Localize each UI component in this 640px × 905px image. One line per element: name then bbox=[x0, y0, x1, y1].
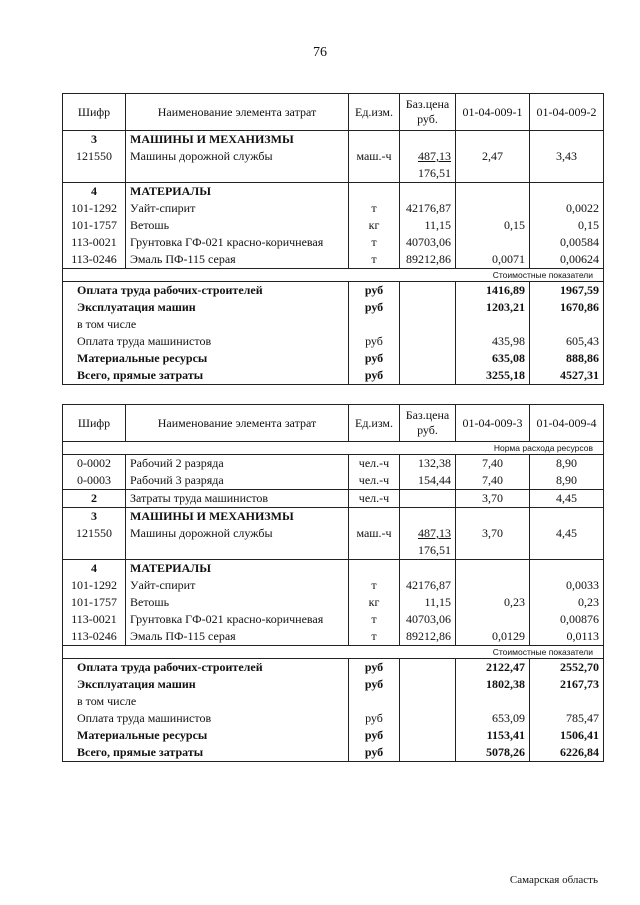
row-value-2: 0,00876 bbox=[530, 611, 604, 628]
row-price: 132,38 bbox=[400, 455, 456, 473]
summary-label: в том числе bbox=[63, 693, 349, 710]
summary-value-2: 1670,86 bbox=[530, 299, 604, 316]
row-price: 487,13 bbox=[400, 148, 456, 165]
header-col5: 01-04-009-3 bbox=[456, 405, 530, 442]
resource-norm-note bbox=[63, 442, 604, 455]
row-name: Рабочий 2 разряда bbox=[126, 455, 349, 473]
row-code: 0-0002 bbox=[63, 455, 126, 473]
header-col5: 01-04-009-1 bbox=[456, 94, 530, 131]
summary-row bbox=[63, 727, 604, 744]
summary-row bbox=[63, 693, 604, 710]
cost-indicators-note bbox=[63, 646, 604, 659]
summary-unit: руб bbox=[349, 659, 400, 677]
summary-row bbox=[63, 350, 604, 367]
row-name: Ветошь bbox=[126, 594, 349, 611]
row-value-1: 7,40 bbox=[456, 455, 530, 473]
summary-value-1: 1153,41 bbox=[456, 727, 530, 744]
table-row bbox=[63, 577, 604, 594]
row-unit: т bbox=[349, 611, 400, 628]
summary-unit: руб bbox=[349, 744, 400, 762]
row-value-2: 0,0033 bbox=[530, 577, 604, 594]
section-num: 3 bbox=[63, 131, 126, 149]
header-price: Баз.цена руб. bbox=[400, 405, 456, 442]
row-price: 11,15 bbox=[400, 594, 456, 611]
section-title: МАТЕРИАЛЫ bbox=[126, 560, 349, 578]
summary-row bbox=[63, 367, 604, 385]
row-value-2: 3,43 bbox=[530, 148, 604, 165]
section-title: МАШИНЫ И МЕХАНИЗМЫ bbox=[126, 131, 349, 149]
row-value-2: 4,45 bbox=[530, 490, 604, 508]
row-value-1 bbox=[456, 200, 530, 217]
table-header bbox=[63, 405, 604, 442]
summary-value-1: 653,09 bbox=[456, 710, 530, 727]
row-value-1: 3,70 bbox=[456, 525, 530, 542]
summary-value-2: 888,86 bbox=[530, 350, 604, 367]
footer-region: Самарская область bbox=[509, 874, 598, 886]
row-name: Затраты труда машинистов bbox=[126, 490, 349, 508]
row-price: 89212,86 bbox=[400, 251, 456, 269]
row-unit: чел.-ч bbox=[349, 490, 400, 508]
section-title: МАТЕРИАЛЫ bbox=[126, 183, 349, 201]
row-code: 101-1292 bbox=[63, 200, 126, 217]
row-code: 101-1757 bbox=[63, 594, 126, 611]
summary-unit: руб bbox=[349, 333, 400, 350]
row-value-2: 8,90 bbox=[530, 455, 604, 473]
section-title: МАШИНЫ И МЕХАНИЗМЫ bbox=[126, 508, 349, 526]
table-row bbox=[63, 490, 604, 508]
summary-value-2: 2552,70 bbox=[530, 659, 604, 677]
section-row bbox=[63, 560, 604, 578]
summary-row bbox=[63, 282, 604, 300]
note-text: Норма расхода ресурсов bbox=[63, 442, 604, 455]
row-value-1 bbox=[456, 577, 530, 594]
summary-label: Эксплуатация машин bbox=[63, 299, 349, 316]
row-value-1: 0,15 bbox=[456, 217, 530, 234]
summary-value-2: 6226,84 bbox=[530, 744, 604, 762]
summary-value-1: 5078,26 bbox=[456, 744, 530, 762]
summary-value-2: 605,43 bbox=[530, 333, 604, 350]
table-row bbox=[63, 251, 604, 269]
summary-value-1: 635,08 bbox=[456, 350, 530, 367]
header-price: Баз.цена руб. bbox=[400, 94, 456, 131]
summary-value-2: 4527,31 bbox=[530, 367, 604, 385]
summary-value-1: 435,98 bbox=[456, 333, 530, 350]
cost-table-2 bbox=[62, 404, 604, 762]
summary-value-1: 2122,47 bbox=[456, 659, 530, 677]
row-value-2: 0,23 bbox=[530, 594, 604, 611]
summary-label: Оплата труда машинистов bbox=[63, 333, 349, 350]
row-value-1 bbox=[456, 234, 530, 251]
row-code: 0-0003 bbox=[63, 472, 126, 490]
summary-label: Всего, прямые затраты bbox=[63, 744, 349, 762]
table-row bbox=[63, 611, 604, 628]
row-value-2: 0,00624 bbox=[530, 251, 604, 269]
row-unit: маш.-ч bbox=[349, 148, 400, 165]
row-unit: чел.-ч bbox=[349, 472, 400, 490]
summary-row bbox=[63, 333, 604, 350]
table-row bbox=[63, 628, 604, 646]
table-row bbox=[63, 148, 604, 165]
row-value-1: 0,23 bbox=[456, 594, 530, 611]
row-name: Уайт-спирит bbox=[126, 577, 349, 594]
row-price: 487,13 bbox=[400, 525, 456, 542]
summary-value-1: 1802,38 bbox=[456, 676, 530, 693]
row-name: Эмаль ПФ-115 серая bbox=[126, 628, 349, 646]
row-name: Грунтовка ГФ-021 красно-коричневая bbox=[126, 611, 349, 628]
row-code: 113-0246 bbox=[63, 251, 126, 269]
section-num: 4 bbox=[63, 560, 126, 578]
summary-label: в том числе bbox=[63, 316, 349, 333]
header-code: Шифр bbox=[63, 405, 126, 442]
summary-label: Материальные ресурсы bbox=[63, 350, 349, 367]
table-header bbox=[63, 94, 604, 131]
table-row bbox=[63, 234, 604, 251]
summary-row bbox=[63, 316, 604, 333]
row-code: 2 bbox=[63, 490, 126, 508]
summary-value-2: 1506,41 bbox=[530, 727, 604, 744]
row-code: 121550 bbox=[63, 148, 126, 165]
row-unit: кг bbox=[349, 217, 400, 234]
summary-value-2: 2167,73 bbox=[530, 676, 604, 693]
row-unit: т bbox=[349, 251, 400, 269]
summary-value-1: 1416,89 bbox=[456, 282, 530, 300]
page-number: 76 bbox=[313, 45, 327, 60]
summary-unit: руб bbox=[349, 367, 400, 385]
table-row bbox=[63, 525, 604, 542]
note-text: Стоимостные показатели bbox=[63, 269, 604, 282]
row-price: 42176,87 bbox=[400, 200, 456, 217]
row-name: Эмаль ПФ-115 серая bbox=[126, 251, 349, 269]
section-row bbox=[63, 131, 604, 149]
row-code: 121550 bbox=[63, 525, 126, 542]
table-row bbox=[63, 455, 604, 473]
summary-row bbox=[63, 299, 604, 316]
row-value-1: 2,47 bbox=[456, 148, 530, 165]
table-row bbox=[63, 217, 604, 234]
row-value-2: 0,0022 bbox=[530, 200, 604, 217]
row-price-secondary: 176,51 bbox=[400, 165, 456, 183]
header-col6: 01-04-009-4 bbox=[530, 405, 604, 442]
row-value-1: 3,70 bbox=[456, 490, 530, 508]
row-code: 113-0246 bbox=[63, 628, 126, 646]
row-unit: т bbox=[349, 234, 400, 251]
cost-indicators-note bbox=[63, 269, 604, 282]
row-code: 113-0021 bbox=[63, 234, 126, 251]
section-row bbox=[63, 508, 604, 526]
row-price: 154,44 bbox=[400, 472, 456, 490]
header-col6: 01-04-009-2 bbox=[530, 94, 604, 131]
row-name: Ветошь bbox=[126, 217, 349, 234]
summary-row bbox=[63, 676, 604, 693]
row-unit: т bbox=[349, 577, 400, 594]
summary-label: Оплата труда рабочих-строителей bbox=[63, 659, 349, 677]
summary-label: Материальные ресурсы bbox=[63, 727, 349, 744]
row-value-2: 0,00584 bbox=[530, 234, 604, 251]
table-row bbox=[63, 472, 604, 490]
summary-unit: руб bbox=[349, 727, 400, 744]
row-unit: маш.-ч bbox=[349, 525, 400, 542]
table-row bbox=[63, 594, 604, 611]
row-name: Уайт-спирит bbox=[126, 200, 349, 217]
row-price-secondary: 176,51 bbox=[400, 542, 456, 560]
header-name: Наименование элемента затрат bbox=[126, 405, 349, 442]
summary-unit: руб bbox=[349, 350, 400, 367]
row-price: 42176,87 bbox=[400, 577, 456, 594]
summary-value-1: 1203,21 bbox=[456, 299, 530, 316]
row-price: 40703,06 bbox=[400, 234, 456, 251]
summary-label: Всего, прямые затраты bbox=[63, 367, 349, 385]
table-row bbox=[63, 200, 604, 217]
summary-row bbox=[63, 659, 604, 677]
summary-value-1: 3255,18 bbox=[456, 367, 530, 385]
table-row bbox=[63, 165, 604, 183]
row-unit: т bbox=[349, 200, 400, 217]
row-value-2: 4,45 bbox=[530, 525, 604, 542]
row-value-2: 0,15 bbox=[530, 217, 604, 234]
cost-table-1 bbox=[62, 93, 604, 385]
row-price: 89212,86 bbox=[400, 628, 456, 646]
row-value-1: 0,0129 bbox=[456, 628, 530, 646]
row-code: 113-0021 bbox=[63, 611, 126, 628]
summary-value-2: 1967,59 bbox=[530, 282, 604, 300]
row-name: Рабочий 3 разряда bbox=[126, 472, 349, 490]
row-value-2: 8,90 bbox=[530, 472, 604, 490]
summary-unit: руб bbox=[349, 299, 400, 316]
header-unit: Ед.изм. bbox=[349, 94, 400, 131]
header-name: Наименование элемента затрат bbox=[126, 94, 349, 131]
summary-row bbox=[63, 710, 604, 727]
header-code: Шифр bbox=[63, 94, 126, 131]
section-num: 3 bbox=[63, 508, 126, 526]
row-unit: чел.-ч bbox=[349, 455, 400, 473]
summary-label: Эксплуатация машин bbox=[63, 676, 349, 693]
row-value-1 bbox=[456, 611, 530, 628]
header-unit: Ед.изм. bbox=[349, 405, 400, 442]
row-value-1: 7,40 bbox=[456, 472, 530, 490]
row-unit: т bbox=[349, 628, 400, 646]
row-name: Машины дорожной службы bbox=[126, 525, 349, 542]
row-code: 101-1757 bbox=[63, 217, 126, 234]
summary-row bbox=[63, 744, 604, 762]
summary-unit: руб bbox=[349, 282, 400, 300]
summary-unit: руб bbox=[349, 676, 400, 693]
summary-value-2: 785,47 bbox=[530, 710, 604, 727]
row-value-2: 0,0113 bbox=[530, 628, 604, 646]
table-row bbox=[63, 542, 604, 560]
row-unit: кг bbox=[349, 594, 400, 611]
row-name: Грунтовка ГФ-021 красно-коричневая bbox=[126, 234, 349, 251]
row-price: 40703,06 bbox=[400, 611, 456, 628]
summary-unit: руб bbox=[349, 710, 400, 727]
row-code: 101-1292 bbox=[63, 577, 126, 594]
summary-label: Оплата труда машинистов bbox=[63, 710, 349, 727]
section-num: 4 bbox=[63, 183, 126, 201]
section-row bbox=[63, 183, 604, 201]
row-value-1: 0,0071 bbox=[456, 251, 530, 269]
summary-label: Оплата труда рабочих-строителей bbox=[63, 282, 349, 300]
note-text: Стоимостные показатели bbox=[63, 646, 604, 659]
row-name: Машины дорожной службы bbox=[126, 148, 349, 165]
row-price: 11,15 bbox=[400, 217, 456, 234]
